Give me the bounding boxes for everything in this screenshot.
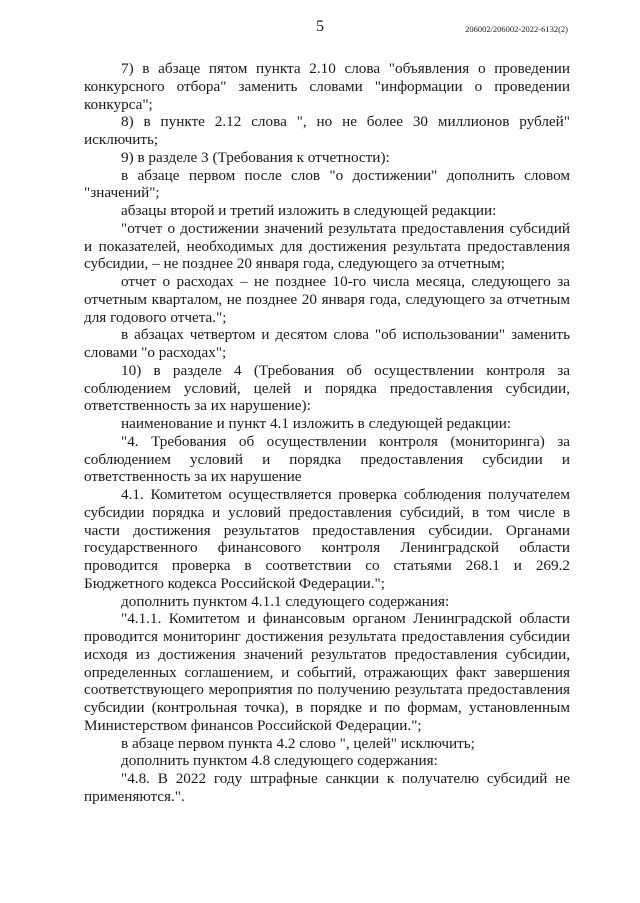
paragraph: "4.8. В 2022 году штрафные санкции к получателю субсидий не применяются.". xyxy=(84,770,570,805)
paragraph: дополнить пунктом 4.1.1 следующего содержания: xyxy=(121,592,450,610)
paragraph: 10) в разделе 4 (Требования об осуществлении контроля за соблюдением условий, целей и порядка предоставления субсидии, ответственность за их нарушение): xyxy=(84,361,570,415)
section-heading: "4. Требования об осуществлении контроля (мониторинга) за соблюдением условий и порядка предоставления субсидии и ответственность за их нарушение xyxy=(84,432,570,486)
paragraph: дополнить пунктом 4.8 следующего содержания: xyxy=(121,752,438,770)
paragraph: 9) в разделе 3 (Требования к отчетности): xyxy=(121,148,390,166)
paragraph: в абзаце первом пункта 4.2 слово ", целей" исключить; xyxy=(121,734,475,752)
paragraph: 4.1. Комитетом осуществляется проверка соблюдения получателем субсидии порядка и условий предоставления субсидий, в том числе в части достижения результатов предоставления субсидии. Органами государственного финансового контроля Ленинградской области проводится проверка в соответствии со статьями 268.1 и 269.2 Бюджетного кодекса Российской Федерации."; xyxy=(84,486,570,592)
paragraph: в абзацах четвертом и десятом слова "об использовании" заменить словами "о расходах"; xyxy=(84,326,570,361)
paragraph: 8) в пункте 2.12 слова ", но не более 30 миллионов рублей" исключить; xyxy=(84,113,570,148)
paragraph: "отчет о достижении значений результата предоставления субсидий и показателей, необходимых для достижения результата предоставления субсидии, – не позднее 20 января года, следующего за отчетным; xyxy=(84,219,570,273)
paragraph: наименование и пункт 4.1 изложить в следующей редакции: xyxy=(121,415,512,432)
page-number: 5 xyxy=(316,18,324,35)
paragraph: абзацы второй и третий изложить в следующей редакции: xyxy=(121,202,497,219)
paragraph: "4.1.1. Комитетом и финансовым органом Ленинградской области проводится мониторинг достижения результата предоставления субсидии исходя из достижения значений результатов предоставления субсидии, определенных соглашением, и событий, отражающих факт завершения соответствующего мероприятия по получению результата предоставления субсидии (контрольная точка), в порядке и по формам, установленным Министерством финансов Российской Федерации."; xyxy=(84,610,570,734)
paragraph: в абзаце первом после слов "о достижении" дополнить словом "значений"; xyxy=(84,166,570,202)
paragraph: 7) в абзаце пятом пункта 2.10 слова "объявления о проведении конкурсного отбора" заменить словами "информации о проведении конкурса"; xyxy=(84,60,570,113)
document-body xyxy=(84,60,570,806)
paragraph: отчет о расходах – не позднее 10-го числа месяца, следующего за отчетным кварталом, не позднее 20 января года, следующего за отчетным для годового отчета."; xyxy=(84,273,570,326)
document-id: 206002/206002-2022-6132(2) xyxy=(465,24,568,34)
